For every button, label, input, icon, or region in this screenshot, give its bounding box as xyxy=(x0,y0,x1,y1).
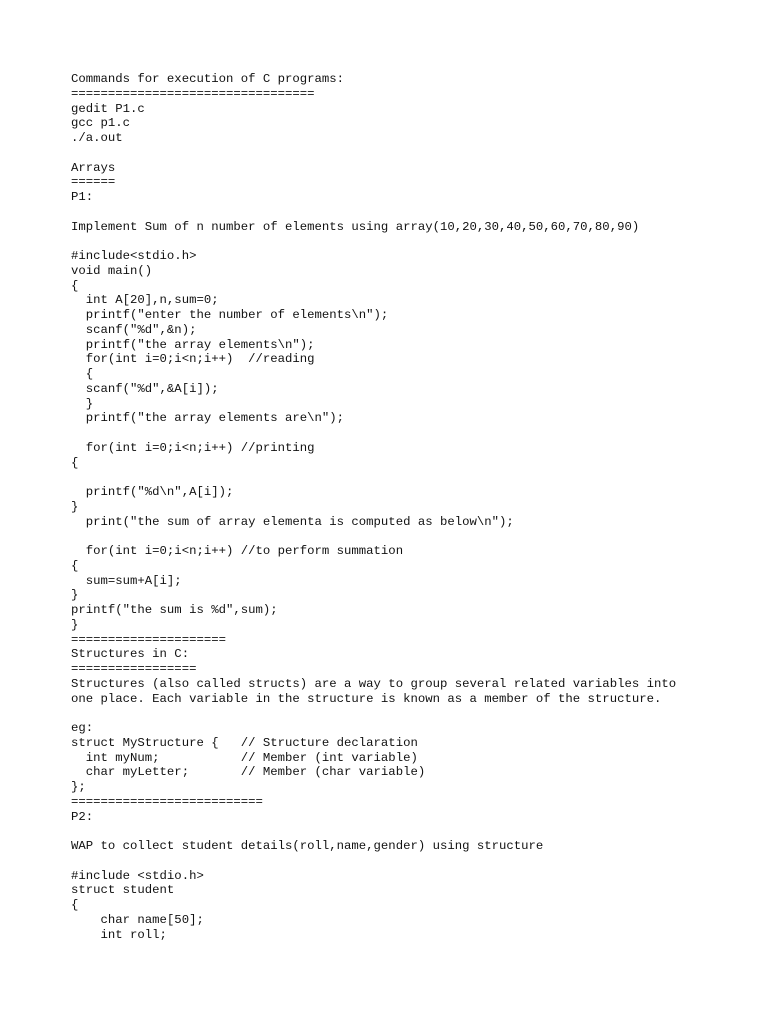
document-line: struct MyStructure { // Structure declaration xyxy=(71,735,418,750)
document-line: char name[50]; xyxy=(71,912,204,927)
document-line: ===================== xyxy=(71,632,226,647)
document-line: ========================== xyxy=(71,794,263,809)
document-line: ====== xyxy=(71,175,116,190)
document-line: int A[20],n,sum=0; xyxy=(71,293,219,308)
document-line: one place. Each variable in the structure is known as a member of the structure. xyxy=(71,691,662,706)
document-line xyxy=(71,854,676,869)
document-line: print("the sum of array elementa is computed as below\n"); xyxy=(71,514,514,529)
document-line: printf("%d\n",A[i]); xyxy=(71,485,234,499)
document-line: { xyxy=(71,367,94,381)
document-line: WAP to collect student details(roll,name,gender) using structure xyxy=(71,839,544,853)
document-line: } xyxy=(71,588,79,603)
document-line: { xyxy=(71,278,79,293)
document-line: scanf("%d",&A[i]); xyxy=(71,381,219,396)
document-line xyxy=(71,824,676,839)
document-line xyxy=(71,146,676,161)
document-line: Structures (also called structs) are a way to group several related variables into xyxy=(71,676,677,691)
document-line: } xyxy=(71,617,79,632)
document-line: void main() xyxy=(71,263,153,278)
document-line: } xyxy=(71,499,79,514)
document-line: #include <stdio.h> xyxy=(71,868,204,883)
document-line: Commands for execution of C programs: xyxy=(71,72,345,86)
document-line: Arrays xyxy=(71,160,116,175)
document-line: printf("the array elements\n"); xyxy=(71,337,315,352)
document-line: int roll; xyxy=(71,927,167,942)
document-line xyxy=(71,205,676,220)
document-line: int myNum; // Member (int variable) xyxy=(71,750,418,765)
document-line: Structures in C: xyxy=(71,647,190,662)
document-line xyxy=(71,234,676,249)
document-line: P1: xyxy=(71,190,94,204)
document-line: printf("the sum is %d",sum); xyxy=(71,603,278,617)
document-text xyxy=(71,72,676,942)
document-line: char myLetter; // Member (char variable) xyxy=(71,765,426,780)
document-line: Implement Sum of n number of elements using array(10,20,30,40,50,60,70,80,90) xyxy=(71,219,640,234)
document-line: for(int i=0;i<n;i++) //to perform summation xyxy=(71,544,404,558)
document-line: { xyxy=(71,558,79,573)
document-line: for(int i=0;i<n;i++) //printing xyxy=(71,440,315,455)
document-line: sum=sum+A[i]; xyxy=(71,573,182,588)
document-line: }; xyxy=(71,780,86,794)
document-line: { xyxy=(71,898,79,912)
document-line: { xyxy=(71,455,79,470)
document-line xyxy=(71,426,676,441)
document-line: P2: xyxy=(71,809,94,824)
document-line: scanf("%d",&n); xyxy=(71,322,197,337)
document-line: struct student xyxy=(71,883,175,898)
document-line xyxy=(71,706,676,721)
document-line: #include<stdio.h> xyxy=(71,249,197,263)
document-line: ================================= xyxy=(71,86,315,101)
document-line: eg: xyxy=(71,721,94,735)
document-line: gedit P1.c xyxy=(71,101,145,116)
document-line xyxy=(71,470,676,485)
document-line: } xyxy=(71,396,94,411)
document-line: gcc p1.c xyxy=(71,116,131,131)
document-line: ================= xyxy=(71,662,197,676)
document-line: printf("the array elements are\n"); xyxy=(71,411,345,426)
document-line: for(int i=0;i<n;i++) //reading xyxy=(71,352,315,367)
document-line: ./a.out xyxy=(71,131,123,145)
document-line: printf("enter the number of elements\n"); xyxy=(71,308,389,322)
document-line xyxy=(71,529,676,544)
